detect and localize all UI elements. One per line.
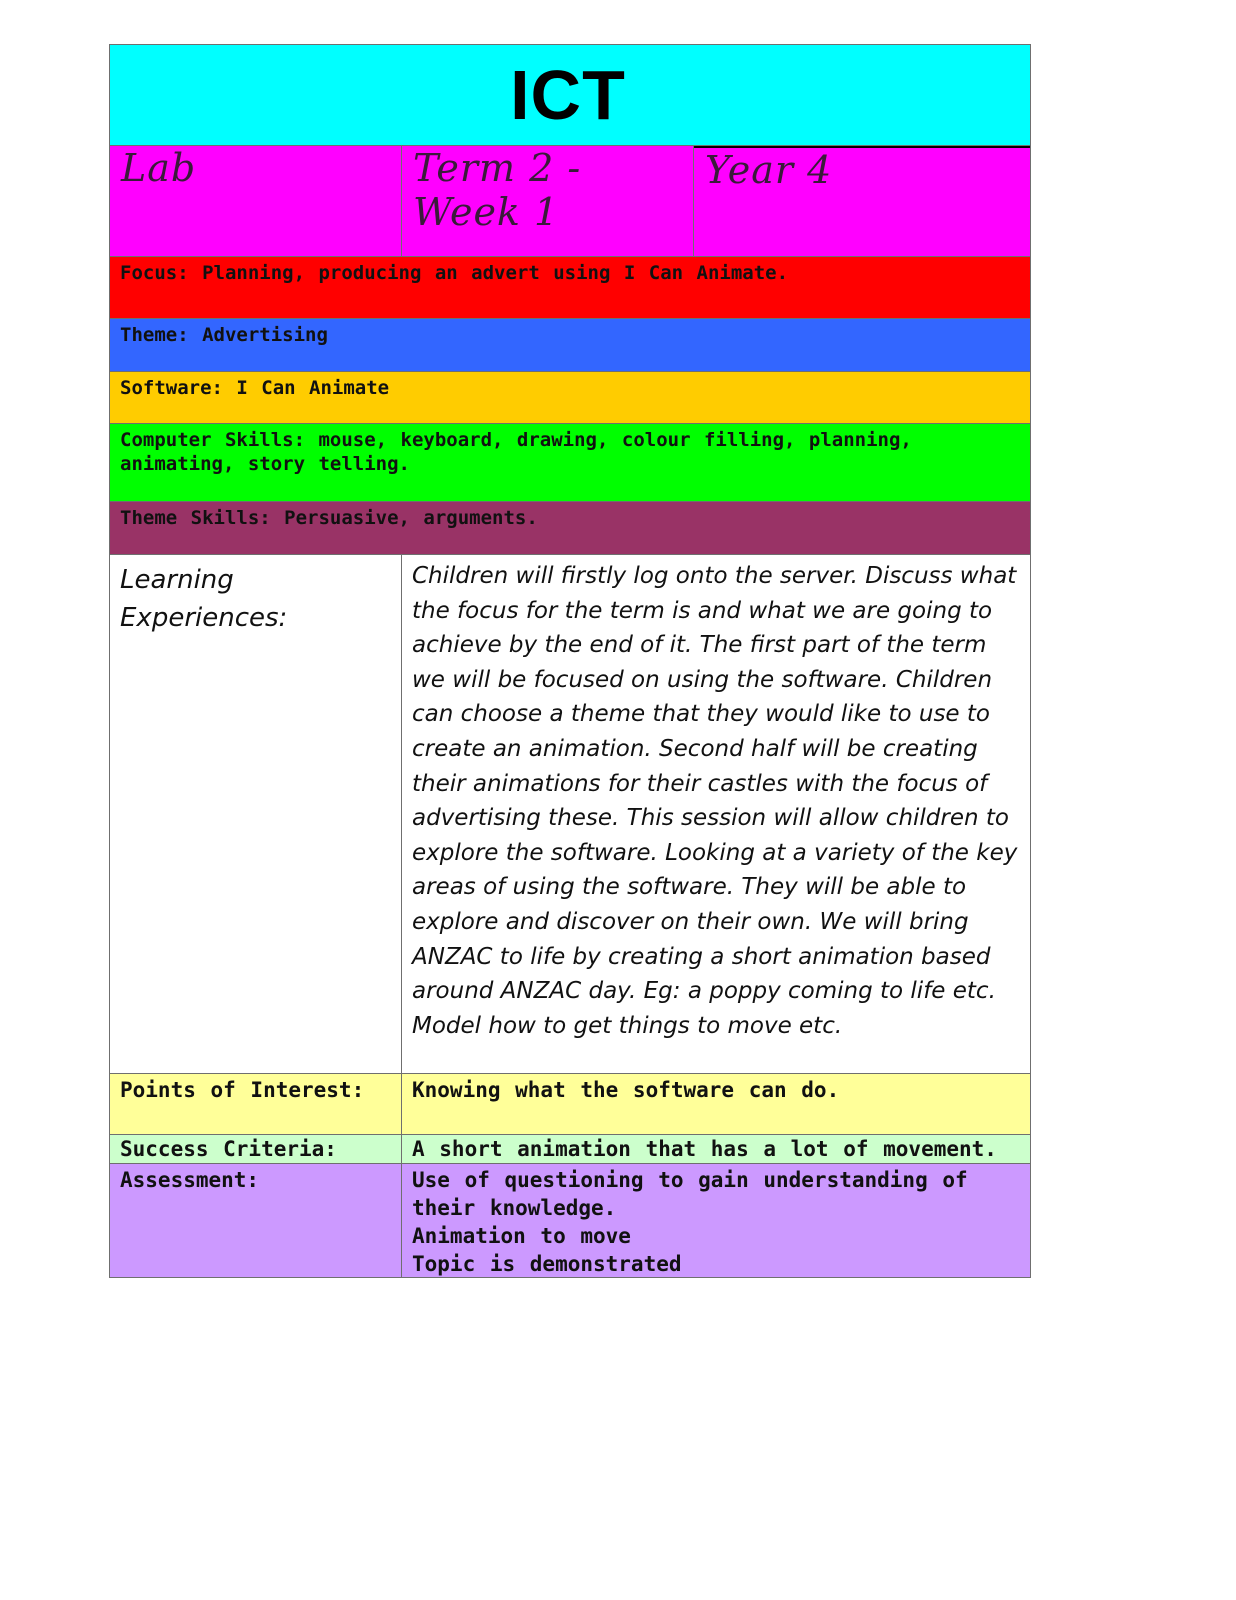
year-label: Year 4 <box>705 148 833 192</box>
title-band <box>110 45 1030 146</box>
success-value: A short animation that has a lot of movement. <box>412 1137 997 1161</box>
learning-text: Children will firstly log onto the server. Discuss what the focus for the term is and what we are going to achieve by the end of it. The first part of the term we will be focused on using the software. Children can choose a theme that they would like to use to create an animation. Second half will be creating their animations for their castles with the focus of advertising these. This session will allow children to explore the software. Looking at a variety of the key areas of using the software. They will be able to explore and discover on their own. We will bring ANZAC to life by creating a short animation based around ANZAC day. Eg: a poppy coming to life etc. Model how to get things to move etc. <box>412 563 1018 1039</box>
learning-label-line2: Experiences: <box>120 603 288 633</box>
page-title: ICT <box>510 56 626 134</box>
software-band <box>110 372 1030 424</box>
assessment-line: Animation to move <box>412 1224 631 1248</box>
lab-cell <box>110 146 402 256</box>
poi-value: Knowing what the software can do. <box>412 1078 840 1102</box>
learning-label-line1: Learning <box>120 565 234 595</box>
theme-skills-band <box>110 502 1030 555</box>
lab-label: Lab <box>121 146 197 190</box>
theme-skills-text: Theme Skills: Persuasive, arguments. <box>120 507 538 529</box>
learning-text-cell <box>402 555 1030 1073</box>
focus-band <box>110 257 1030 319</box>
success-criteria-row <box>110 1135 1030 1164</box>
assessment-line: Use of questioning to gain understanding of their knowledge. <box>412 1168 968 1220</box>
term-cell <box>402 146 694 256</box>
theme-text: Theme: Advertising <box>120 324 328 346</box>
meta-band <box>110 146 1030 257</box>
learning-label-cell <box>110 555 402 1073</box>
theme-band <box>110 319 1030 372</box>
software-text: Software: I Can Animate <box>120 377 390 399</box>
points-of-interest-row <box>110 1074 1030 1135</box>
computer-skills-band <box>110 424 1030 502</box>
assessment-line: Topic is demonstrated <box>412 1252 682 1276</box>
assessment-lines <box>402 1164 1030 1278</box>
focus-text: Focus: Planning, producing an advert using I Can Animate. <box>120 262 789 284</box>
computer-skills-text: Computer Skills: mouse, keyboard, drawing, colour filling, planning, animating, story telling. <box>120 429 912 475</box>
year-cell <box>694 146 1030 256</box>
learning-experiences-row <box>110 555 1030 1074</box>
assessment-label: Assessment: <box>120 1168 260 1192</box>
poi-label: Points of Interest: <box>120 1078 365 1102</box>
success-label: Success Criteria: <box>120 1137 337 1161</box>
term-label: Term 2 - Week 1 <box>413 146 582 234</box>
assessment-row <box>110 1164 1030 1278</box>
lesson-plan-sheet <box>109 44 1031 1278</box>
